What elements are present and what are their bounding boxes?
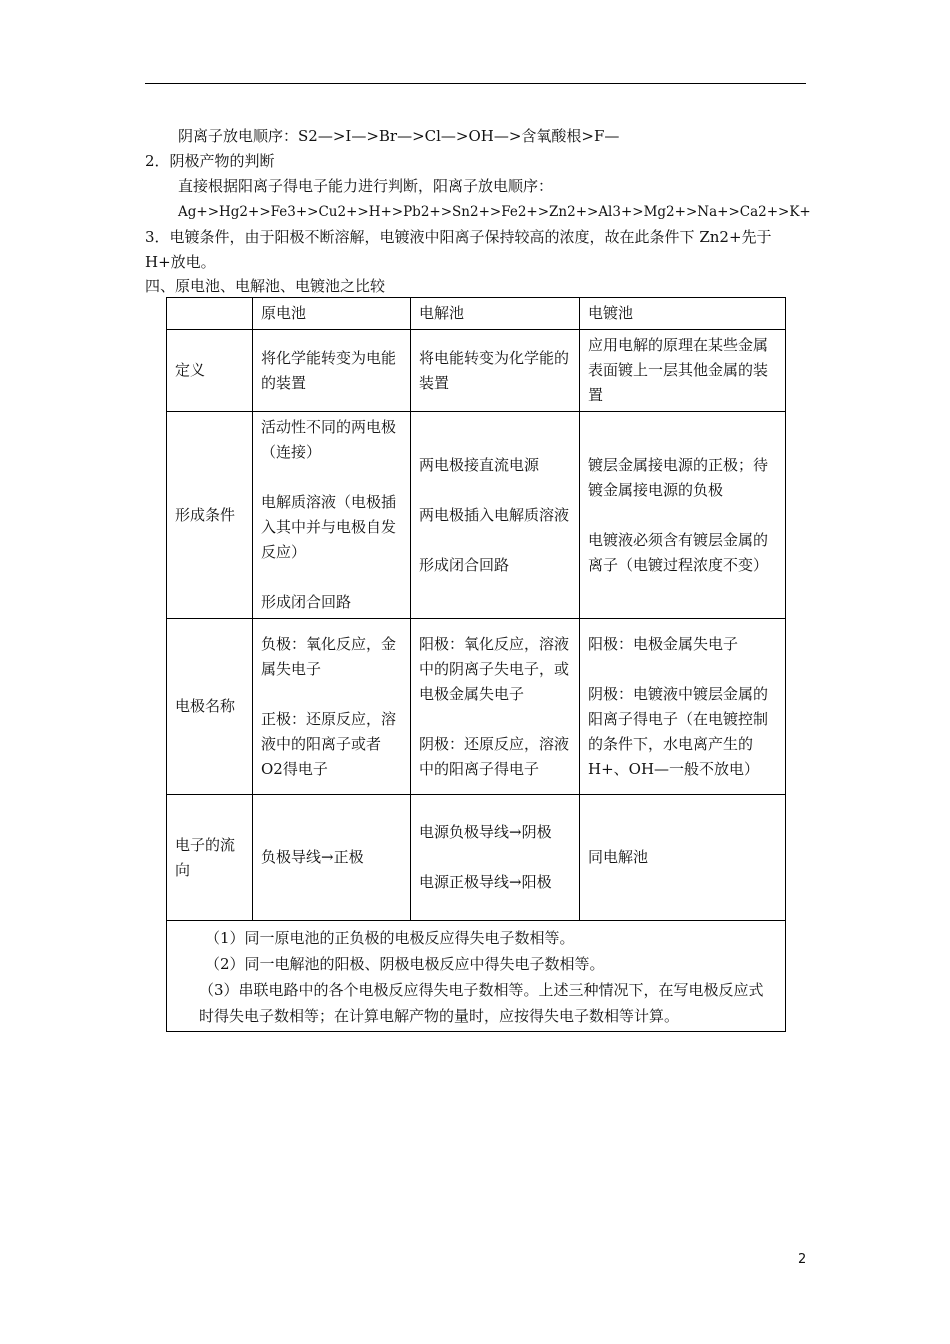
cell-flow-galvanic: 负极导线→正极 [253, 795, 411, 921]
text-block: 活动性不同的两电极（连接） [261, 418, 397, 461]
header-cell-empty [167, 298, 253, 330]
plating-condition-line-1: 3．电镀条件，由于阳极不断溶解，电镀液中阳离子保持较高的浓度，故在此条件下 Zn2+先于 [145, 228, 772, 246]
cell-electrodes-galvanic [253, 619, 411, 795]
cell-flow-electrolytic [411, 795, 580, 921]
header-galvanic: 原电池 [253, 298, 411, 330]
table-row-notes [167, 921, 786, 1032]
page-number: 2 [798, 1252, 807, 1267]
cell-conditions-plating [580, 412, 786, 619]
plating-condition-line-2: H+放电。 [145, 253, 216, 271]
row-label-electron-flow: 电子的流向 [167, 795, 253, 921]
cell-flow-plating: 同电解池 [580, 795, 786, 921]
row-label-electrodes: 电极名称 [167, 619, 253, 795]
text-block: 镀层金属接电源的正极；待镀金属接电源的负极 [588, 455, 769, 499]
cell-definition-electrolytic: 将电能转变为化学能的装置 [411, 330, 580, 412]
text-block: 电解质溶液（电极插入其中并与电极自发反应） [261, 493, 397, 561]
header-rule [145, 83, 806, 84]
text-block: 阴极：电镀液中镀层金属的阳离子得电子（在电镀控制的条件下，水电离产生的 H+、OH—一般不放电） [588, 684, 769, 778]
cell-electrodes-plating [580, 619, 786, 795]
cathode-product-heading: 2．阴极产物的判断 [145, 152, 275, 170]
header-electrolytic: 电解池 [411, 298, 580, 330]
table-row-electrodes [167, 619, 786, 795]
note-3: （3）串联电路中的各个电极反应得失电子数相等。上述三种情况下，在写电极反应式时得失电子数相等；在计算电解产物的量时，应按得失电子数相等计算。 [199, 981, 764, 1025]
table-row-conditions [167, 412, 786, 619]
text-block: 阳极：电极金属失电子 [588, 634, 739, 653]
table-row-electron-flow [167, 795, 786, 921]
row-label-conditions: 形成条件 [167, 412, 253, 619]
anion-discharge-order: 阴离子放电顺序：S2—>I—>Br—>Cl—>OH—>含氧酸根>F— [178, 127, 620, 145]
table-header-row [167, 298, 786, 330]
header-plating: 电镀池 [580, 298, 786, 330]
text-block: 正极：还原反应，溶液中的阳离子或者O2得电子 [261, 709, 397, 778]
text-block: 负极：氧化反应，金属失电子 [261, 634, 397, 678]
cell-conditions-galvanic [253, 412, 411, 619]
text-block: 电源负极导线→阴极 [419, 823, 552, 841]
text-block: 形成闭合回路 [261, 593, 352, 611]
note-2: （2）同一电解池的阳极、阴极电极反应中得失电子数相等。 [205, 955, 605, 973]
cation-discharge-order: Ag+>Hg2+>Fe3+>Cu2+>H+>Pb2+>Sn2+>Fe2+>Zn2+>Al3+>Mg2+>Na+>Ca2+>K+ [178, 204, 811, 220]
cell-electrodes-electrolytic [411, 619, 580, 795]
text-block: 形成闭合回路 [419, 555, 510, 574]
cell-conditions-electrolytic [411, 412, 580, 619]
cell-definition-plating: 应用电解的原理在某些金属表面镀上一层其他金属的装置 [580, 330, 786, 412]
notes-cell [167, 921, 786, 1032]
text-block: 两电极接直流电源 [419, 455, 540, 474]
text-block: 阴极：还原反应，溶液中的阳离子得电子 [419, 734, 570, 778]
text-block: 电源正极导线→阳极 [419, 873, 552, 891]
table-row-definition [167, 330, 786, 412]
row-label-definition: 定义 [167, 330, 253, 412]
note-1: （1）同一原电池的正负极的电极反应得失电子数相等。 [205, 929, 575, 947]
cathode-product-text: 直接根据阳离子得电子能力进行判断，阳离子放电顺序： [178, 177, 554, 195]
text-block: 阳极：氧化反应，溶液中的阴离子失电子，或电极金属失电子 [419, 634, 570, 703]
text-block: 两电极插入电解质溶液 [419, 505, 570, 524]
cell-definition-galvanic: 将化学能转变为电能的装置 [253, 330, 411, 412]
comparison-table [166, 297, 786, 1032]
text-block: 电镀液必须含有镀层金属的离子（电镀过程浓度不变） [588, 530, 769, 574]
section-title: 四、原电池、电解池、电镀池之比较 [145, 277, 386, 295]
